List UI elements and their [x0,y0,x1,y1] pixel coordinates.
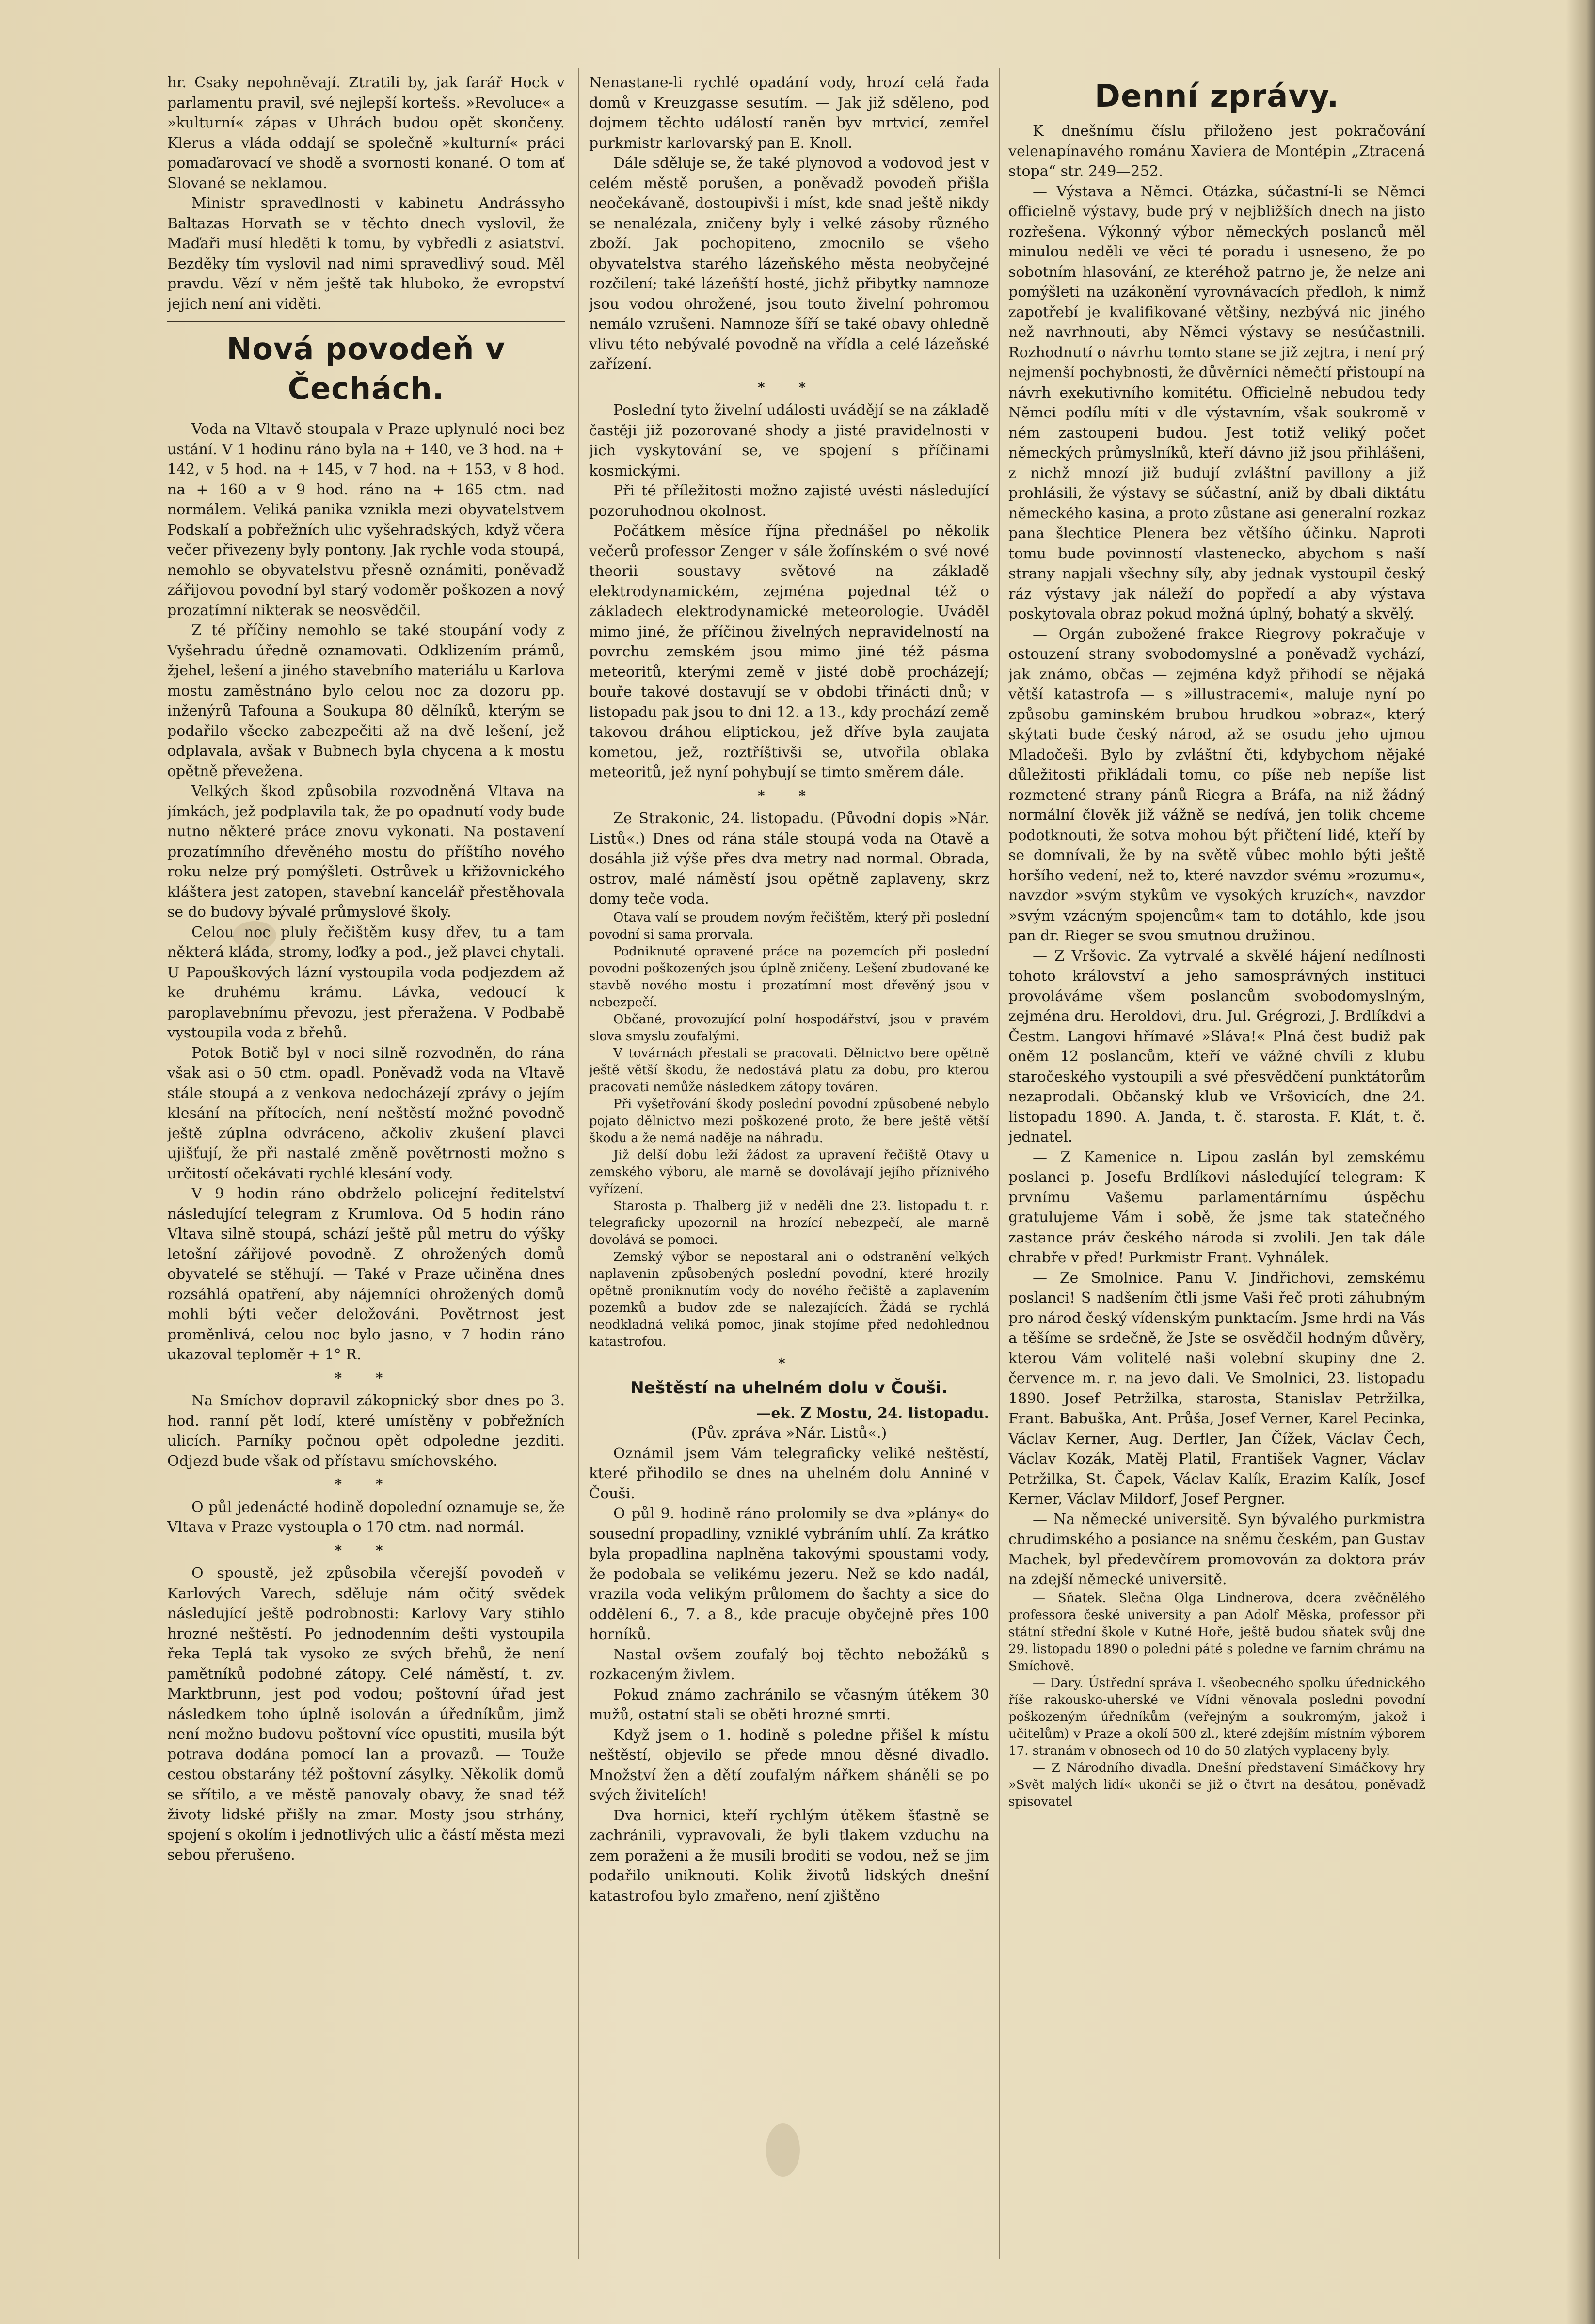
paragraph: Podniknuté opravené práce na pozemcích při poslední povodni poškozených jsou úplně zničeny. Lešení zbudované ke stavbě nového mostu i prozatímní most dřevěný jsou v nebezpečí. [589,944,989,1010]
paragraph: V 9 hodin ráno obdrželo policejní ředitelství následující telegram z Krumlova. Od 5 hodin ráno Vltava silně stoupá, schází ještě půl metru do výšky letošní zářijové povodně. Z ohrožených domů obyvatelé se stěhují. — Také v Praze učiněna dnes rozsáhlá opatření, aby nájemníci ohrožených domů mohli býti večer deložováni. Povětrnost jest proměnlivá, celou noc bylo jasno, v 7 hodin ráno ukazoval teploměr + 1° R. [167,1185,565,1363]
paragraph: Ze Strakonic, 24. listopadu. (Původní dopis »Nár. Listů«.) Dnes od rána stále stoupá voda na Otavě a dosáhla již výše přes dva metry nad normal. Obrada, ostrov, malé náměstí jsou opětně zaplaveny, skrz domy teče voda. [589,810,989,907]
paragraph: Celou noc pluly řečištěm kusy dřev, tu a tam některá kláda, stromy, loďky a pod., jež plavci chytali. U Papouškových lázní vystoupila voda podjezdem až ke druhému krámu. Lávka, vedoucí k paroplavebnímu převozu, jest přeražena. V Podbabě vystoupila voda z břehů. [167,923,565,1041]
paragraph: — Sňatek. Slečna Olga Lindnerova, dcera zvěčnělého professora české university a pan Adolf Měska, professor při státní střední škole v Kutné Hoře, ještě budou sňatek svůj dne 29. listopadu 1890 o poledni páté s poledne ve farním chrámu na Smíchově. [1008,1591,1425,1673]
source-note: (Pův. zpráva »Nár. Listů«.) [691,1425,887,1442]
paragraph: O spoustě, jež způsobila včerejší povodeň v Karlových Varech, sděluje nám očitý svědek následující ještě podrobnosti: Karlovy Vary stihlo hrozné neštěstí. Po jednodenním dešti vystoupila řeka Teplá tak vysoko ze svých břehů, že není pamětníků podobné zátopy. Celé náměstí, t. zv. Marktbrunn, jest pod vodou; poštovní úřad jest následkem toho úplně isolován a úředníkům, jimž není možno budovu poštovní více opustiti, musila být potrava dodána pomocí lan a provazů. — Touže cestou obstarány též poštovní zásylky. Několik domů se sřítilo, a ve městě panovaly obavy, že snad též životy lidské přišly na zmar. Mosty jsou strhány, spojení s okolím i jednotlivých ulic a částí města mezi sebou přerušeno. [167,1565,565,1863]
paragraph: — Dary. Ústřední správa I. všeobecného spolku úřednického říše rakousko-uherské ve Vídni věnovala posledni povodní poškozeným úředníkům (veřejným a soukromým, jakož i učitelům) v Praze a okolí 500 zl., které zdejším místním výborem 17. stranám v obnosech od 10 do 50 zlatých vyplaceny byly. [1008,1675,1425,1758]
section-rule [167,321,565,322]
paragraph: — Výstava a Němci. Otázka, súčastní-li se Němci officielně výstavy, bude prý v nejbližších dnech na jisto rozřešena. Výkonný výbor německých poslanců měl minulou neděli ve věci té poradu i usneseno, že po sobotním hlasování, ze kteréhož patrno je, že nelze ani pomýšleti na uzákonění vyrovnávacích předloh, k nimž zapotřebí je kvalifikované většiny, nezbývá nic jiného než navrhnouti, aby Němci výstavy se nesúčastnili. Rozhodnutí o návrhu tomto stane se již zejtra, i není prý nejmenší pochybnosti, že důvěrníci němečtí přistoupí na návrh exekutivního komitétu. Officielně nebudou tedy Němci podílu míti v dle výstavním, však soukromě v ném zastoupeni budou. Jest totiž veliký počet německých průmyslníků, kteří dávno již jsou přihlášeni, z nichž mnozí již budují zvláštní pavillony a již prohlásili, že výstavy se súčastní, aniž by dbali diktátu německého kasina, a proto zůstane asi generalní rozkaz pana šlechtice Plenera bez většího účinku. Naproti tomu bude povinností vlastenecko, abychom s naší strany napjali všechny síly, aby jednak vystoupil český ráz výstavy jak náleží do popředí a aby výstava poskytovala obraz pokud možná úplný, bohatý a skvělý. [1008,183,1425,622]
paragraph: Počátkem měsíce října přednášel po několik večerů professor Zenger v sále žofínském o své nové theorii soustavy světové na základě elektrodynamickém, zejména pojednal též o základech elektrodynamické meteorologie. Uváděl mimo jiné, že příčinou živelných nepravidelností na povrchu zemském jsou mimo jiné též pásma meteoritů, kterými země v jisté době procházejí; bouře takové dostavují se v obdobi třinácti dnů; v listopadu pak jsou to dni 12. a 13., kdy prochází země takovou dráhou eliptickou, jež dříve byla zaujata kometou, jež, roztříštivši se, utvořila oblaka meteoritů, jež nyní pohybují se timto směrem dále. [589,523,989,781]
paragraph: Z té příčiny nemohlo se také stoupání vody z Vyšehradu úředně oznamovati. Odklizením prámů, žjehel, lešení a jiného stavebního materiálu u Karlova mostu zaměstnáno bylo celou noc za dozoru pp. inženýrů Tafouna a Soukupa 80 dělníků, kterým se podařilo všecko zabezpečiti až na dvě lešení, jež odplavala, avšak v Bubnech byla chycena a k mostu opětně převežena. [167,622,565,780]
paragraph: — Orgán zubožené frakce Riegrovy pokračuje v ostouzení strany svobodomyslné a poněvadž vychází, jak známo, občas — zejména když přihodí se nějaká větší katastrofa — s »illustracemi«, maluje nyní po způsobu gaminském brubou hrudkou »obraz«, který skýtati bude český národ, až se osudu jeho ujmou Mladočeši. Bylo by zvláštní čti, kdybychom nějaké důležitosti přikládali tomu, co píše neb nepíše list rozmetené strany pánů Riegra a Bráfa, na niž žádný normální člověk již vážně se nedívá, jen tolik chceme podotknouti, že sotva mohou být přičtení lidé, kteří by se domnívali, že by na světě vůbec mohlo býti ještě horšího vedení, než to, které navzdor svému »rozumu«, navzdor »svým stykům ve vysokých kruzích«, navzdor »svým vzácným spojencům« tam to dotáhlo, kde jsou pan dr. Rieger se svou smutnou družinou. [1008,625,1425,944]
column-rule [578,68,579,2259]
paragraph: — Na německé universitě. Syn bývalého purkmistra chrudimského a posiance na sněmu českém, pan Gustav Machek, byl předevčírem promovován za doktora práv na zdejší německé universitě. [1008,1511,1425,1588]
column-2 [589,73,989,2303]
headline-flood: Nová povodeň v Čechách. [226,331,506,406]
separator-asterisks: * [778,1355,800,1371]
paragraph: Potok Botič byl v noci silně rozvodněn, do rána však asi o 50 ctm. opadl. Poněvadž voda na Vltavě stále stoupá a z venkova nedocházejí zprávy o jejím klesání na přítocích, není neštěstí možné povodně ještě zúplna odvráceno, ačkoliv zkušení plavci ujišťují, že při nastalé změně povětrnosti možno s určitostí očekávati rychlé klesání vody. [167,1044,565,1182]
paragraph: Velkých škod způsobila rozvodněná Vltava na jímkách, jež podplavila tak, že po opadnutí vody bude nutno některé práce znovu vykonati. Na postavení prozatímního dřevěného mostu do příštího nového roku nelze prý pomýšleti. Ostrůvek u křižovnického kláštera jest zatopen, stavební kancelář přestěhovala se do budovy bývalé průmyslové školy. [167,783,565,921]
paragraph: Při vyšetřování škody poslední povodní způsobené nebylo pojato dělnictvo mezi poškozené proto, že bere ještě větší škodu a že nemá naděje na náhradu. [589,1097,989,1146]
separator-asterisks: * * [757,379,821,396]
paragraph: Dva hornici, kteří rychlým útěkem šťastně se zachránili, vypravovali, že byli tlakem vzduchu na zem poraženi a že musili broditi se vodou, než se jim podařilo uniknouti. Kolik životů lidských dnešní katastrofou bylo zmařeno, není zjištěno [589,1807,989,1905]
paragraph: — Z Národního divadla. Dnešní představení Simáčkovy hry »Svět malých lidí« ukončí se již o čtvrt na desátou, poněvadž spisovatel [1008,1760,1425,1809]
paragraph: Již delší dobu leží žádost za upravení řečiště Otavy u zemského výboru, ale marně se dovolávají jejího příznivého vyřízení. [589,1147,989,1196]
separator-asterisks: * * [757,787,821,804]
paragraph: Ministr spravedlnosti v kabinetu Andrássyho Baltazas Horvath se v těchto dnech vyslovil, že Maďaři musí hleděti k tomu, by vybředli z asiatství. Bezděky tím vyslovil nad nimi spravedlivý soud. Měl pravdu. Vězí v něm ještě tak hluboko, že evropství jejich není ani viděti. [167,195,565,313]
paragraph: K dnešnímu číslu přiloženo jest pokračování velenapínavého románu Xaviera de Montépin „Ztracená stopa“ str. 249—252. [1008,123,1425,180]
paragraph: Zemský výbor se nepostaral ani o odstranění velkých naplavenin způsobených poslední povodní, které hrozily opětně proniknutím vody do nového řečiště a zaplavením pozemků a budov zde se nalezajících. Žádá se rychlá neodkladná veliká pomoc, jinak stojíme před nedohlednou katastrofou. [589,1249,989,1349]
headline-daily-news: Denní zprávy. [1094,79,1340,114]
paragraph: Poslední tyto živelní události uvádějí se na základě častěji již pozorované shody a jisté pravidelnosti v jich vyskytování se, ve spojení s příčinami kosmickými. [589,402,989,479]
headline-mine-accident: Neštěstí na uhelném dolu v Čouši. [630,1378,948,1398]
paragraph: hr. Csaky nepohněvají. Ztratili by, jak farář Hock v parlamentu pravil, své nejlepší kortešs. »Revoluce« a »kulturní« zápas v Uhrách budou opět skončeny. Klerus a vláda oddají se společně »kulturní« práci pomaďarovací ve shodě a svornosti konané. O tom ať Slované se neklamou. [167,74,565,192]
paragraph: — Z Kamenice n. Lipou zaslán byl zemskému poslanci p. Josefu Brdlíkovi následující telegram: K prvnímu Vašemu parlamentárnímu úspěchu gratulujeme Vám i sobě, že jsme tak statečného zastance práv českého národa si zvolili. Jen tak dále chrabře v před! Purkmistr Frant. Vyhnálek. [1008,1148,1425,1266]
paragraph: Otava valí se proudem novým řečištěm, který při poslední povodní si sama prorvala. [589,910,989,942]
paragraph: Dále sděluje se, že také plynovod a vodovod jest v celém městě porušen, a poněvadž povodeň přišla neočekávaně, dostoupivši i míst, kde snad ještě nikdy se nenalézala, zničeny byly i velké zásoby různého zboží. Jak pochopiteno, zmocnilo se všeho obyvatelstva starého lázeňského města neobyčejné rozčilení; také lázeňští hosté, jichž přibytky namnoze jsou vodou ohrožené, jsou touto živelní pohromou nemálo vzrušeni. Namnoze šíří se také obavy ohledně vlivu této nebývalé povodně na vřídla a celé lázeňské zařízení. [589,155,989,373]
column-1 [167,73,565,2303]
separator-asterisks: * * [335,1542,398,1559]
page-edge-shadow [1566,0,1595,2324]
paragraph: — Z Vršovic. Za vytrvalé a skvělé hájení nedílnosti tohoto království a jeho samosprávných instituci provoláváme všem poslancům svobodomyslným, zejména dru. Heroldovi, dru. Jul. Grégrozi, J. Brdlíkdvi a Čestm. Langovi hřímavé »Sláva!« Plná čest budiž pak oněm 12 poslancům, kteří ve vážné chvíli z klubu staročeského vystoupili a své přesvědčení punktátorům nezaprodali. Občanský klub ve Vršovicích, dne 24. listopadu 1890. A. Janda, t. č. starosta. F. Klát, t. č. jednatel. [1008,947,1425,1146]
dateline: —ek. Z Mostu, 24. listopadu. [756,1404,989,1422]
separator-asterisks: * * [335,1369,398,1386]
column-rule [999,68,1000,2259]
paragraph: Na Smíchov dopravil zákopnický sbor dnes po 3. hod. ranní pět lodí, které umístěny v pobřežních ulicích. Parníky počnou opět odpoledne jezditi. Odjezd bude však od přístavu smíchovského. [167,1392,565,1470]
paragraph: Starosta p. Thalberg již v neděli dne 23. listopadu t. r. telegraficky upozornil na hrozící nebezpečí, ale marně dovolává se pomoci. [589,1198,989,1247]
paragraph: Oznámil jsem Vám telegraficky veliké neštěstí, které přihodilo se dnes na uhelném dolu Anniné v Čouši. [589,1445,989,1502]
paragraph: Při té příležitosti možno zajisté uvésti následující pozoruhodnou okolnost. [589,482,989,520]
separator-asterisks: * * [335,1476,398,1492]
paragraph: O půl jedenácté hodině dopolední oznamuje se, že Vltava v Praze vystoupla o 170 ctm. nad normál. [167,1498,565,1536]
paragraph: Když jsem o 1. hodině s poledne přišel k místu neštěstí, objevilo se přede mnou děsné divadlo. Množství žen a dětí zoufalým nářkem sháněli se po svých živitelích! [589,1726,989,1804]
paragraph: Voda na Vltavě stoupala v Praze uplynulé noci bez ustání. V 1 hodinu ráno byla na + 140, ve 3 hod. na + 142, v 5 hod. na + 145, v 7 hod. na + 153, v 8 hod. na + 160 a v 9 hod. ráno na + 165 ctm. nad normálem. Veliká panika vznikla mezi obyvatelstvem Podskalí a pobřežních ulic vyšehradských, když včera večer přivezeny byly pontony. Jak rychle voda stoupá, nemohlo se obyvatelstvu přesně oznámiti, poněvadž zářijovou povodní byl starý vodoměr poškozen a nový prozatímní nikterak se neosvědčil. [167,421,565,619]
paragraph: Pokud známo zachránilo se včasným útěkem 30 mužů, ostatní stali se oběti hrozné smrti. [589,1686,989,1723]
paragraph: — Ze Smolnice. Panu V. Jindřichovi, zemskému poslanci! S nadšením čtli jsme Vaši řeč proti záhubným pro národ český vídenským punktacím. Jsme hrdi na Vás a těšíme se srdečně, že Jste se osvědčil hodným důvěry, kterou Vám volitelé naši volební skupiny dne 2. července m. r. na jevo dali. Ve Smolnici, 23. listopadu 1890. Josef Petržilka, starosta, Stanislav Petržilka, Frant. Babuška, Ant. Průša, Josef Verner, Karel Pecinka, Václav Kerner, Aug. Derfler, Jan Čížek, Václav Čech, Václav Kozák, Matěj Platil, František Vagner, Václav Petržilka, St. Čapek, Václav Kalík, Erazim Kalík, Josef Kerner, Václav Mildorf, Josef Pergner. [1008,1269,1425,1508]
paragraph: V továrnách přestali se pracovati. Dělnictvo bere opětně ještě větší škodu, že nedostává platu za dobu, pro kterou pracovati nemůže následkem zátopy továren. [589,1046,989,1095]
paragraph: Nastal ovšem zoufalý boj těchto nebožáků s rozkaceným živlem. [589,1646,989,1683]
paragraph: Nenastane-li rychlé opadání vody, hrozí celá řada domů v Kreuzgasse sesutím. — Jak již sděleno, pod dojmem těchto událostí raněn byv mrtvicí, zemřel purkmistr karlovarský pan E. Knoll. [589,74,989,152]
paragraph: O půl 9. hodině ráno prolomily se dva »plány« do sousední propadliny, vzniklé vybráním uhlí. Za krátko byla propadlina naplněna takovými spoustami vody, že podobala se velikému jezeru. Než se kdo nadál, vrazila voda velikým průlomem do šachty a sice do oddělení 6., 7. a 8., kde pracuje obyčejně přes 100 horníků. [589,1505,989,1643]
column-3 [1008,73,1425,2303]
paragraph: Občané, provozující polní hospodářství, jsou v pravém slova smyslu zoufalými. [589,1012,989,1044]
